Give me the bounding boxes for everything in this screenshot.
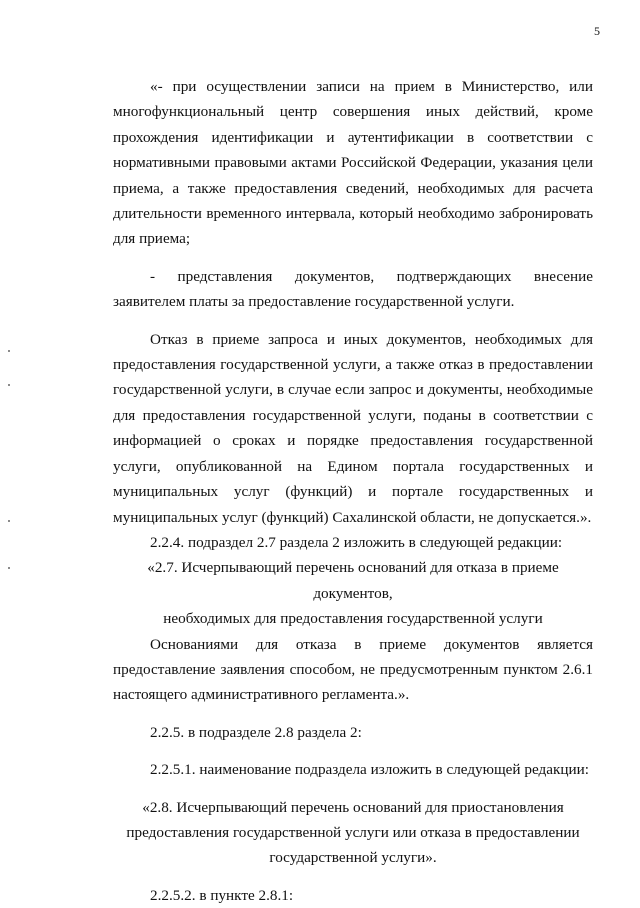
heading-2-7-line1: «2.7. Исчерпывающий перечень оснований для отказа в приеме документов, bbox=[147, 559, 559, 602]
paragraph-grounds-for-refusal: Основаниями для отказа в приеме документов является предоставление заявления способом, не предусмотренным пунктом 2.6.1 настоящего административного регламента.». bbox=[113, 635, 593, 704]
scan-mark bbox=[8, 520, 10, 522]
scan-mark bbox=[8, 567, 10, 569]
paragraph-2-2-4: 2.2.4. подраздел 2.7 раздела 2 изложить в следующей редакции: bbox=[150, 533, 563, 551]
paragraph-appointment-booking: «- при осуществлении записи на прием в Министерство, или многофункциональный центр совершения иных действий, кроме прохождения идентификации и аутентификации в соответствии с нормативными правовыми актами Российской Федерации, указания цели приема, а также предоставления сведений, необходимых для расчета длительности временного интервала, который необходимо забронировать для приема; bbox=[113, 78, 593, 248]
paragraph-refusal-not-allowed: Отказ в приеме запроса и иных документов, необходимых для предоставления государственной услуги, а также отказ в предоставлении государственной услуги, в случае если запрос и документы, необходимые для предоставления государственной услуги, поданы в соответствии с информацией о сроках и порядке предоставления государственной услуги, опубликованной на Едином портала государственных и муниципальных услуг (функций) и портале государственных и муниципальных услуг (функций) Сахалинской области, не допускается.». bbox=[113, 330, 593, 526]
scan-mark bbox=[8, 384, 10, 386]
heading-2-8-line3: государственной услуги». bbox=[269, 849, 437, 867]
heading-2-7-line2: необходимых для предоставления государственной услуги bbox=[163, 610, 543, 628]
paragraph-2-2-5-1: 2.2.5.1. наименование подраздела изложить в следующей редакции: bbox=[150, 761, 589, 779]
heading-2-8-line2: предоставления государственной услуги или отказа в предоставлении bbox=[126, 823, 580, 841]
paragraph-2-2-5-2: 2.2.5.2. в пункте 2.8.1: bbox=[150, 886, 294, 904]
paragraph-payment-documents: - представления документов, подтверждающих внесение заявителем платы за предоставление государственной услуги. bbox=[113, 267, 593, 311]
scan-mark bbox=[8, 350, 10, 352]
heading-2-8-line1: «2.8. Исчерпывающий перечень оснований для приостановления bbox=[142, 798, 564, 816]
page-number: 5 bbox=[594, 24, 600, 38]
paragraph-2-2-5: 2.2.5. в подразделе 2.8 раздела 2: bbox=[150, 723, 362, 741]
document-body bbox=[113, 74, 593, 908]
